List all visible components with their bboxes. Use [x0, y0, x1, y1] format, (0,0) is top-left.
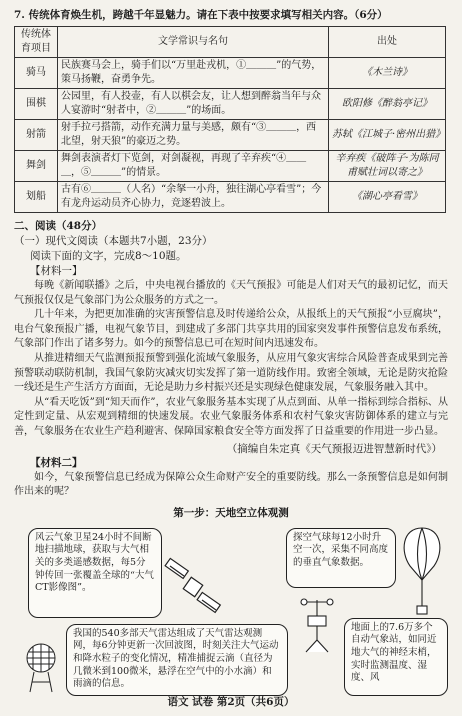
step-1-title: 第一步：天地空立体观测	[173, 506, 289, 519]
table-cell-source: 辛弃疾《破阵子·为陈同甫赋壮词以寄之》	[329, 151, 446, 182]
table-cell-text: 古有⑥＿＿＿（人名）“余拏一小舟，独往湖心亭看雪”；今有龙舟运动员齐心协力，竞逐碧波上。	[58, 182, 329, 213]
section-2-part-1: （一）现代文阅读（本题共7小题，23分）	[14, 235, 213, 247]
table-row	[15, 151, 446, 182]
table-row	[15, 58, 446, 89]
table-cell-text: 民族赛马会上，骑手们以“万里赴戎机，①＿＿＿”的气势，策马扬鞭，奋勇争先。	[58, 58, 329, 89]
table-cell-text: 舞剑表演者灯下览剑，对剑凝视，再现了辛弃疾“④＿＿＿，⑤＿＿＿”的情景。	[58, 151, 329, 182]
satellite-description-bubble: 风云气象卫星24小时不间断地扫描地球，获取与大气相关的多类遥感数据，每5分钟传回一张覆盖全球的“大气CT影像图”。	[28, 528, 162, 618]
table-header-row	[15, 27, 446, 58]
table-cell-source: 《湖心亭看雪》	[329, 182, 446, 213]
material-2-label: 【材料二】	[30, 456, 83, 469]
weather-radar-icon	[20, 642, 62, 694]
material-1-paragraph: 每晚《新闻联播》之后，中央电视台播放的《天气预报》可能是人们对天气的最初记忆，而天气预报仅仅是气象部门为公众服务的方式之一。	[14, 280, 448, 306]
table-cell-text: 公园里，有人投壶，有人以棋会友，让人想到醉翁当年与众人宴游时“射者中，②＿＿＿”的场面。	[58, 89, 329, 120]
material-2-paragraph: 如今，气象预警信息已经成为保障公众生命财产安全的重要防线。那么一条预警信息是如何制作出来的呢？	[14, 471, 448, 498]
table-cell-item: 划船	[15, 182, 58, 213]
reading-instruction: 阅读下面的文字，完成8～10题。	[30, 250, 187, 262]
table-cell-item: 射箭	[15, 120, 58, 151]
table-cell-item: 舞剑	[15, 151, 58, 182]
observation-diagram	[14, 524, 448, 696]
table-row	[15, 182, 446, 213]
balloon-description-bubble: 探空气球每12小时升空一次，采集不同高度的垂直气象数据。	[286, 528, 396, 588]
table-header-source: 出处	[329, 27, 446, 58]
table-row	[15, 89, 446, 120]
table-header-text: 文学常识与名句	[58, 27, 329, 58]
material-1-source: （摘编自朱定真《天气预报迈进智慧新时代》）	[226, 442, 442, 455]
radar-description-bubble: 我国的540多部天气雷达组成了天气雷达观测网，每6分钟更新一次回波图，时刻关注大气运动和降水粒子的变化情况，精准捕捉云滴（直径为几微米到100微米，悬浮在空气中的小水滴）和雨滴的信息。	[66, 624, 288, 696]
material-1-paragraph: 从推进精细天气监测预报预警到强化流域气象服务，从应用气象灾害综合风险普查成果到完善预警联动联防机制，我国气象防灾减灾切实发挥了第一道防线作用。致密全领域，无论是防灾抢险一线还是生产生活方方面面，无论是助力乡村振兴还是实现绿色健康发展，气象服务融入其中。	[14, 352, 448, 394]
table-cell-item: 骑马	[15, 58, 58, 89]
satellite-icon	[164, 558, 224, 618]
station-description-bubble: 地面上的7.6万多个自动气象站，如同近地大气的神经末梢，实时监测温度、湿度、风	[344, 618, 448, 696]
material-1-paragraph: 几十年来，为把更加准确的灾害预警信息及时传递给公众，从报纸上的天气预报“小豆腐块”，电台气象预报广播，电视气象节目，到建成了多部门共享共用的国家突发事件预警信息发布系统，气象部门作出了诸多努力。如今的预警信息已可在短时间内迅速发布。	[14, 309, 448, 350]
material-1-label: 【材料一】	[30, 265, 83, 277]
table-row	[15, 120, 446, 151]
page-footer: 语文 试卷 第2页（共6页）	[167, 696, 295, 708]
table-cell-source: 欧阳修《醉翁亭记》	[329, 89, 446, 120]
table-cell-text: 射手拉弓搭箭，动作充满力量与美感，颇有“③＿＿＿，西北望，射天狼”的豪迈之势。	[58, 120, 329, 151]
sounding-balloon-icon	[398, 526, 446, 616]
sports-table	[14, 26, 446, 213]
table-cell-source: 《木兰诗》	[329, 58, 446, 89]
question-7-title: 7. 传统体育焕生机，跨越千年显魅力。请在下表中按要求填写相关内容。（6分）	[14, 9, 388, 21]
table-header-item: 传统体育项目	[15, 27, 58, 58]
material-1-paragraph: 从“看天吃饭”到“知天而作”，农业气象服务基本实现了从点到面、从单一指标到综合指标、从定性到定量、从宏观到精细的快速发展。农业气象服务体系和农村气象灾害防御体系的建立与完善，气象服务在农业生产趋利避害、保障国家粮食安全等方面发挥了日益重要的作用进一步凸显。	[14, 396, 448, 437]
section-2-title: 二、阅读（48分）	[14, 220, 103, 232]
weather-station-icon	[294, 594, 340, 654]
table-cell-item: 围棋	[15, 89, 58, 120]
table-cell-source: 苏轼《江城子·密州出猎》	[329, 120, 446, 151]
